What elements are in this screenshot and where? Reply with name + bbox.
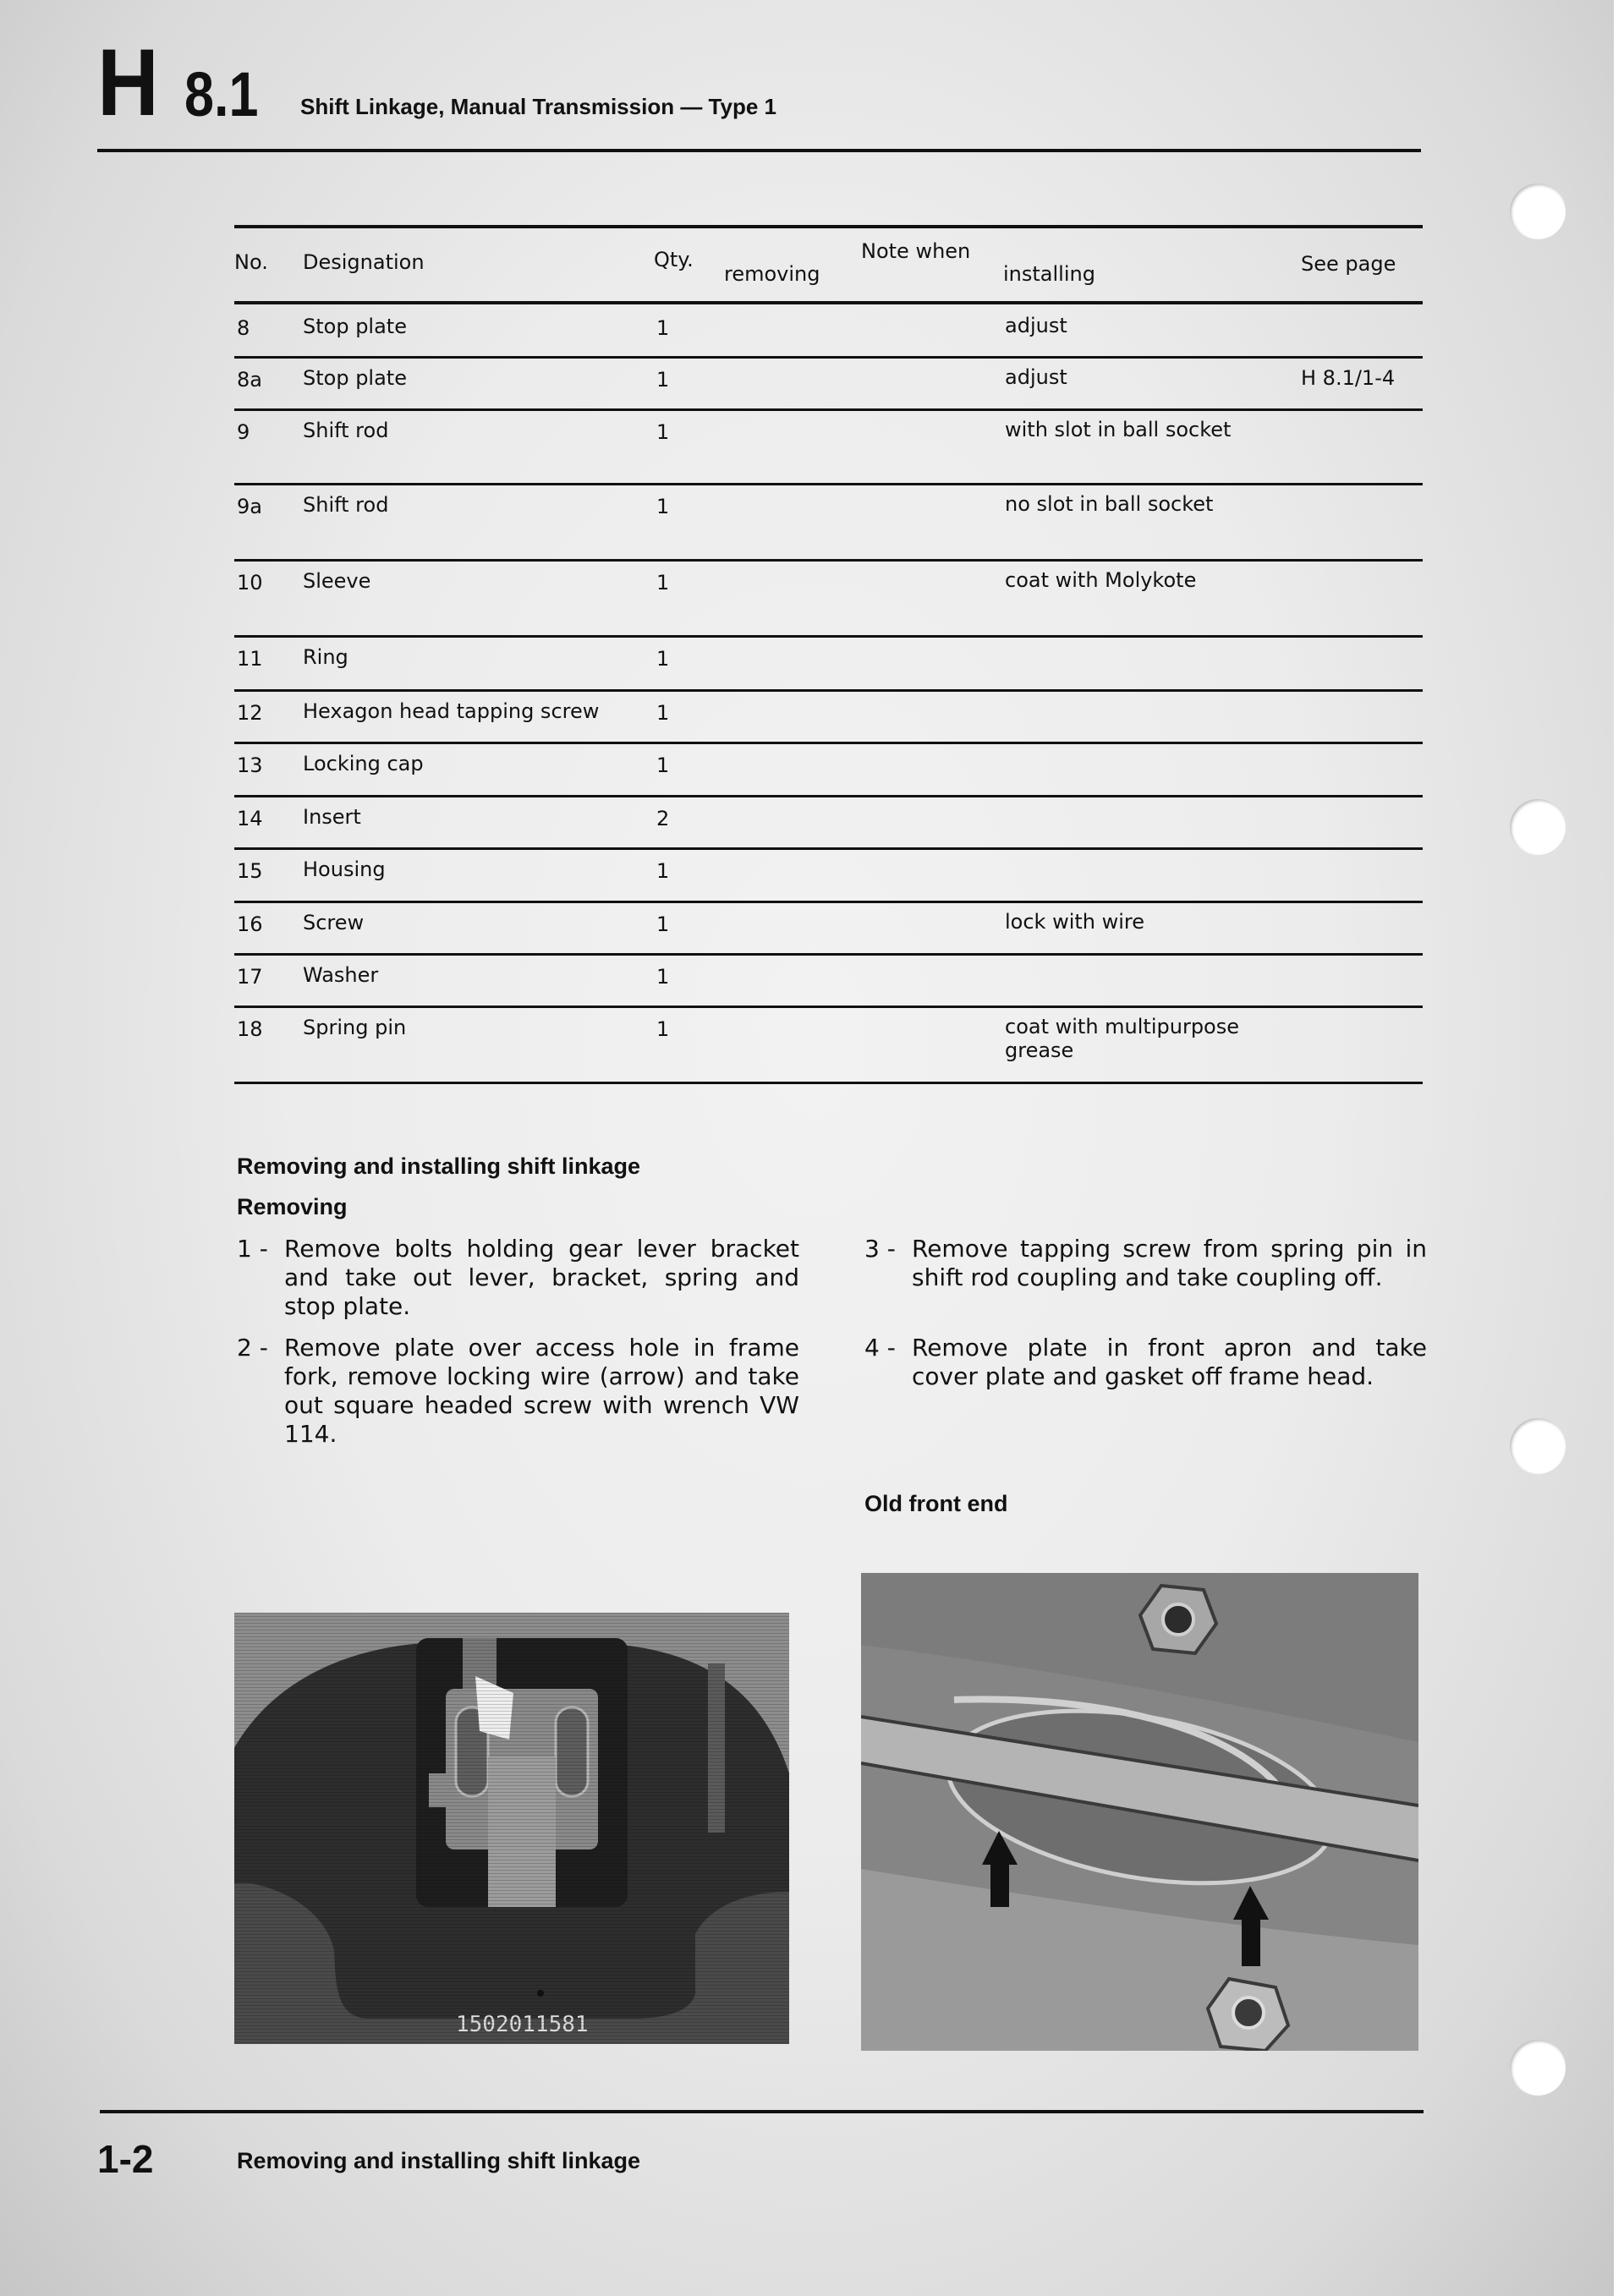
punch-hole <box>1510 799 1566 855</box>
cell-designation: Washer <box>303 963 379 987</box>
cell-qty: 1 <box>656 701 670 725</box>
row-rule <box>234 953 1423 956</box>
step-number: 4 - <box>864 1334 896 1362</box>
col-header-see-page: See page <box>1301 252 1396 276</box>
row-rule <box>234 635 1423 638</box>
cell-no: 14 <box>237 807 263 830</box>
step-item <box>237 1235 799 1321</box>
cell-designation: Insert <box>303 805 361 829</box>
cell-qty: 1 <box>656 316 670 340</box>
cell-designation: Shift rod <box>303 419 389 442</box>
cell-no: 12 <box>237 701 263 725</box>
cell-designation: Stop plate <box>303 366 407 390</box>
cell-qty: 1 <box>656 368 670 392</box>
row-rule <box>234 1006 1423 1008</box>
cell-no: 9 <box>237 420 250 444</box>
cell-designation: Spring pin <box>303 1016 407 1039</box>
row-rule <box>234 559 1423 562</box>
cell-qty: 1 <box>656 495 670 518</box>
section-letter: H <box>97 30 158 135</box>
cell-qty: 1 <box>656 859 670 883</box>
cell-no: 17 <box>237 965 263 989</box>
row-rule <box>234 408 1423 411</box>
cell-no: 8a <box>237 368 262 392</box>
cell-designation: Housing <box>303 858 386 881</box>
cell-no: 11 <box>237 647 263 671</box>
row-rule <box>234 1082 1423 1084</box>
cell-designation: Locking cap <box>303 752 424 775</box>
cell-designation: Sleeve <box>303 569 371 593</box>
cell-qty: 1 <box>656 912 670 936</box>
cell-qty: 1 <box>656 420 670 444</box>
procedure-subheading: Removing <box>237 1194 348 1219</box>
step-text: Remove tapping screw from spring pin in shift rod coupling and take coupling off. <box>912 1235 1427 1291</box>
cell-installing: coat with Molykote <box>1005 568 1197 592</box>
figure-caption: Old front end <box>864 1491 1008 1516</box>
col-header-removing: removing <box>724 262 820 286</box>
photo-shift-coupling <box>234 1613 789 2044</box>
header-rule <box>97 149 1421 152</box>
row-rule <box>234 483 1423 485</box>
section-number: 8.1 <box>184 59 259 129</box>
row-rule <box>234 742 1423 744</box>
row-rule <box>234 847 1423 850</box>
cell-no: 9a <box>237 495 262 518</box>
step-number: 2 - <box>237 1334 268 1362</box>
table-top-rule <box>234 225 1423 228</box>
cell-installing: coat with multipurpose grease <box>1005 1015 1240 1062</box>
row-rule <box>234 689 1423 692</box>
cell-no: 18 <box>237 1017 263 1041</box>
footer-title: Removing and installing shift linkage <box>237 2148 641 2173</box>
cell-installing: with slot in ball socket <box>1005 418 1232 441</box>
cell-qty: 1 <box>656 1017 670 1041</box>
punch-hole <box>1510 184 1566 239</box>
cell-qty: 1 <box>656 965 670 989</box>
cell-no: 8 <box>237 316 250 340</box>
cell-designation: Shift rod <box>303 493 389 517</box>
step-item <box>864 1334 1427 1391</box>
step-item <box>237 1334 799 1449</box>
page-edge <box>1614 0 1624 2296</box>
col-header-installing: installing <box>1003 262 1095 286</box>
step-text: Remove plate in front apron and take cover plate and gasket off frame head. <box>912 1334 1427 1390</box>
photo-illustration <box>861 1573 1418 2051</box>
cell-designation: Stop plate <box>303 315 407 338</box>
cell-installing: lock with wire <box>1005 910 1145 934</box>
table-header-rule <box>234 301 1423 304</box>
cell-installing: adjust <box>1005 365 1067 389</box>
page-number: 1-2 <box>97 2137 154 2181</box>
row-rule <box>234 901 1423 903</box>
col-header-no: No. <box>234 250 268 274</box>
col-header-note-when: Note when <box>861 239 971 263</box>
row-rule <box>234 356 1423 359</box>
cell-designation: Screw <box>303 911 365 934</box>
step-text: Remove plate over access hole in frame fork, remove locking wire (arrow) and take out square headed screw with wrench VW 114. <box>284 1334 799 1448</box>
cell-no: 15 <box>237 859 263 883</box>
row-rule <box>234 795 1423 797</box>
cell-qty: 1 <box>656 647 670 671</box>
step-item <box>864 1235 1427 1292</box>
step-number: 3 - <box>864 1235 896 1263</box>
col-header-designation: Designation <box>303 250 425 274</box>
cell-see-page: H 8.1/1-4 <box>1301 366 1396 390</box>
cell-qty: 1 <box>656 571 670 595</box>
cell-no: 10 <box>237 571 263 595</box>
page-title: Shift Linkage, Manual Transmission — Type 1 <box>300 94 776 119</box>
punch-hole <box>1510 2040 1566 2096</box>
cell-no: 16 <box>237 912 263 936</box>
step-number: 1 - <box>237 1235 268 1263</box>
photo-old-front-end <box>861 1573 1418 2051</box>
photo-illustration <box>234 1613 789 2044</box>
footer-rule <box>100 2110 1424 2113</box>
procedure-heading: Removing and installing shift linkage <box>237 1153 641 1179</box>
cell-designation: Ring <box>303 645 348 669</box>
cell-designation: Hexagon head tapping screw <box>303 699 600 723</box>
step-text: Remove bolts holding gear lever bracket and take out lever, bracket, spring and stop plate. <box>284 1235 799 1320</box>
cell-qty: 2 <box>656 807 670 830</box>
punch-hole <box>1510 1418 1566 1474</box>
cell-installing: no slot in ball socket <box>1005 492 1214 516</box>
cell-qty: 1 <box>656 753 670 777</box>
cell-no: 13 <box>237 753 263 777</box>
col-header-qty: Qty. <box>654 248 694 271</box>
cell-installing: adjust <box>1005 314 1067 337</box>
